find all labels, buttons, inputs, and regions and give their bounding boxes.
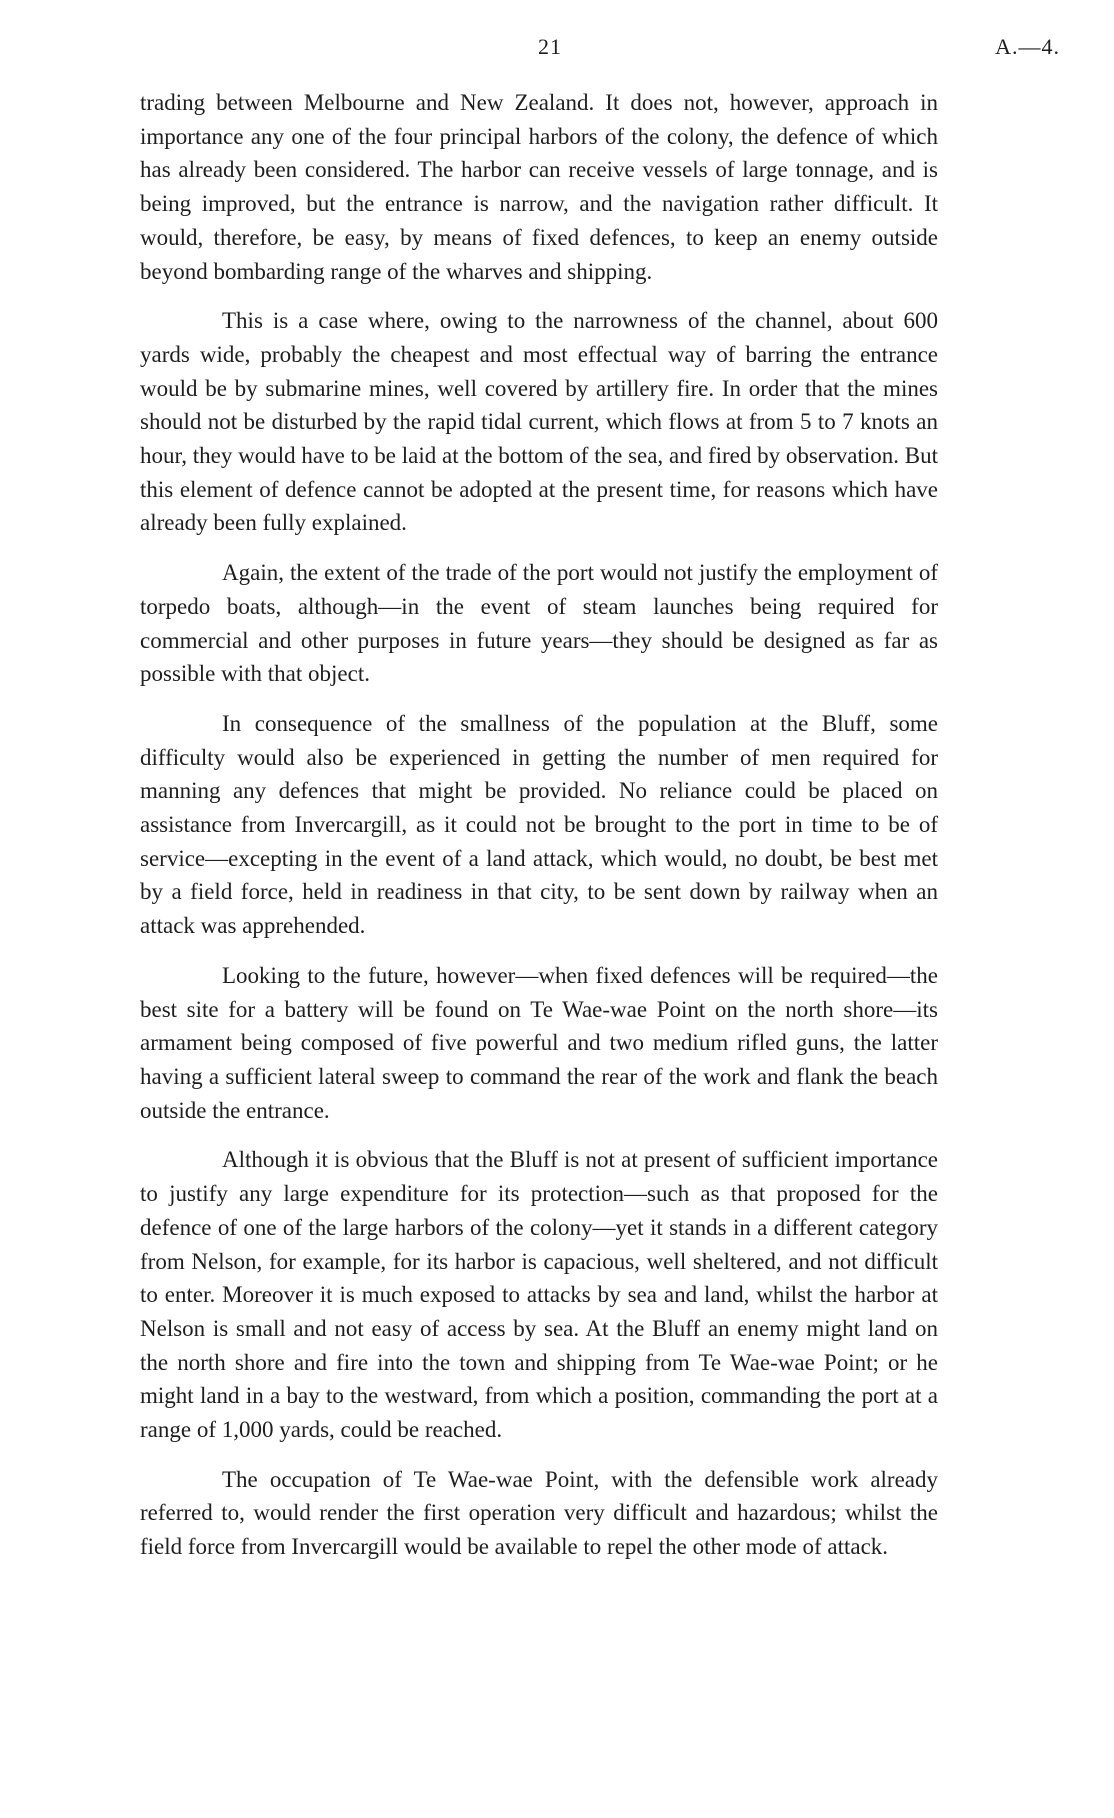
paragraph-torpedo-boats: Again, the extent of the trade of the port would not justify the employment of torpedo boats, although—in the event of steam launches being required for commercial and other purposes in future years—they should be designed as far as possible with that object. — [140, 560, 938, 687]
paragraph-te-wae-wae-occupation: The occupation of Te Wae-wae Point, with the defensible work already referred to, would render the first operation very difficult and hazardous; whilst the field force from Invercargill would be available to repel the other mode of attack. — [140, 1466, 938, 1560]
body-text — [140, 86, 938, 1580]
paragraph-continued: trading between Melbourne and New Zealand. It does not, however, approach in importance any one of the four principal harbors of the colony, the defence of which has already been considered. The harbor can receive vessels of large tonnage, and is being improved, but the entrance is narrow, and the navigation rather difficult. It would, therefore, be easy, by means of fixed defences, to keep an enemy outside beyond bombarding range of the wharves and shipping. — [140, 90, 938, 284]
paragraph-submarine-mines: This is a case where, owing to the narrowness of the channel, about 600 yards wide, probably the cheapest and most effectual way of barring the entrance would be by submarine mines, well covered by artillery fire. In order that the mines should not be disturbed by the rapid tidal current, which flows at from 5 to 7 knots an hour, they would have to be laid at the bottom of the sea, and fired by observation. But this element of defence cannot be adopted at the present time, for reasons which have already been fully explained. — [140, 308, 938, 536]
page-number: 21 — [538, 34, 562, 59]
paragraph-bluff-importance: Although it is obvious that the Bluff is not at present of sufficient importance to justify any large expenditure for its protection—such as that proposed for the defence of one of the large harbors of the colony—yet it stands in a different category from Nelson, for example, for its harbor is capacious, well sheltered, and not difficult to enter. Moreover it is much exposed to attacks by sea and land, whilst the harbor at Nelson is small and not easy of access by sea. At the Bluff an enemy might land on the north shore and fire into the town and shipping from Te Wae-wae Point; or he might land in a bay to the westward, from which a position, commanding the port at a range of 1,000 yards, could be reached. — [140, 1147, 938, 1443]
paragraph-battery-site: Looking to the future, however—when fixed defences will be required—the best site for a battery will be found on Te Wae-wae Point on the north shore—its armament being composed of five powerful and two medium rifled guns, the latter having a sufficient lateral sweep to command the rear of the work and flank the beach outside the entrance. — [140, 962, 938, 1123]
page-header — [0, 34, 1114, 68]
document-reference: A.—4. — [995, 34, 1060, 59]
paragraph-population: In consequence of the smallness of the population at the Bluff, some difficulty would also be experienced in getting the number of men required for manning any defences that might be provided. No reliance could be placed on assistance from Invercargill, as it could not be brought to the port in time to be of service—excepting in the event of a land attack, which would, no doubt, be best met by a field force, held in readiness in that city, to be sent down by railway when an attack was apprehended. — [140, 710, 938, 939]
